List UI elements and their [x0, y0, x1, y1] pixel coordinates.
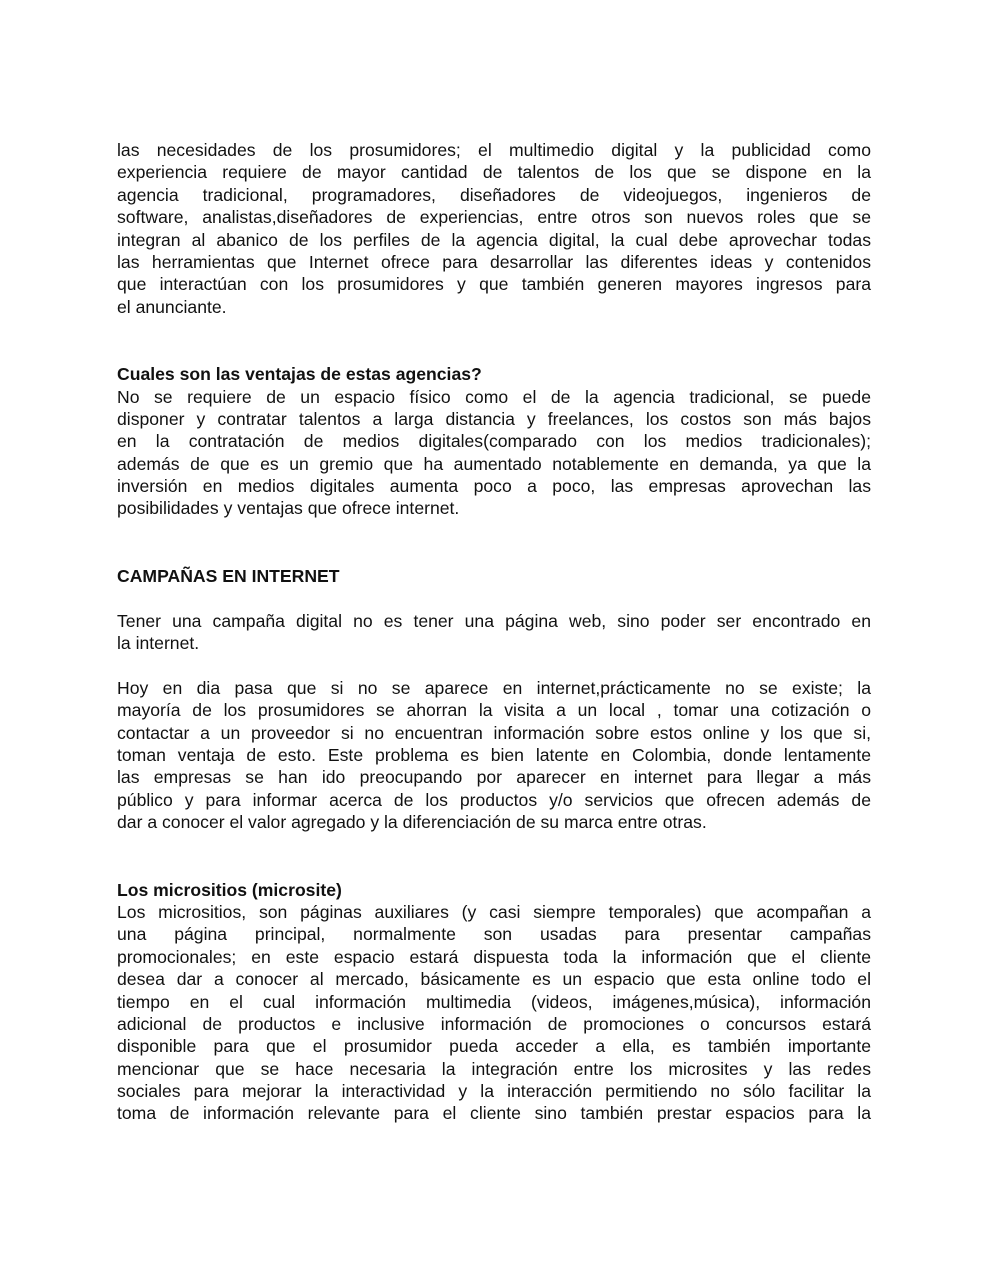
text-line: una página principal, normalmente son usadas para presentar campañas [117, 924, 871, 945]
text-line: que interactúan con los prosumidores y que también generen mayores ingresos para [117, 274, 871, 295]
spacer [117, 587, 871, 609]
text-line: mayoría de los prosumidores se ahorran la visita a un local , tomar una cotización o [117, 700, 871, 721]
text-line: disponer y contratar talentos a larga distancia y freelances, los costos son más bajos [117, 408, 871, 429]
text-line: mencionar que se hace necesaria la integración entre los microsites y las redes [117, 1058, 871, 1079]
text-line: promocionales; en este espacio estará dispuesta toda la información que el cliente [117, 946, 871, 967]
section-heading-microsites: Los micrositios (microsite) [117, 879, 342, 900]
paragraph-internet-presence [117, 677, 871, 834]
text-line: integran al abanico de los perfiles de la agencia digital, la cual debe aprovechar todas [117, 229, 871, 250]
text-line: tiempo en el cual información multimedia (videos, imágenes,música), información [117, 991, 871, 1012]
text-line: disponible para que el prosumidor pueda acceder a ella, es también importante [117, 1036, 871, 1057]
text-line: Hoy en dia pasa que si no se aparece en internet,prácticamente no se existe; la [117, 677, 871, 698]
text-line: posibilidades y ventajas que ofrece internet. [117, 498, 460, 519]
text-line: inversión en medios digitales aumenta poco a poco, las empresas aprovechan las [117, 476, 871, 497]
paragraph-agency-roles [117, 139, 871, 318]
text-line: software, analistas,diseñadores de experiencias, entre otros son nuevos roles que se [117, 207, 871, 228]
text-line: las necesidades de los prosumidores; el multimedio digital y la publicidad como [117, 140, 871, 160]
text-line: la internet. [117, 633, 200, 654]
section-microsites [117, 879, 871, 1125]
text-line: toman ventaja de esto. Este problema es bien latente en Colombia, donde lentamente [117, 744, 871, 765]
text-line: las herramientas que Internet ofrece para desarrollar las diferentes ideas y contenidos [117, 251, 871, 272]
text-line: adicional de productos e inclusive información de promociones o concursos estará [117, 1013, 871, 1034]
text-line: además de que es un gremio que ha aumentado notablemente en demanda, ya que la [117, 453, 871, 474]
text-line: el anunciante. [117, 296, 227, 317]
paragraph-digital-campaign [117, 610, 871, 655]
text-line: Los micrositios, son páginas auxiliares (y casi siempre temporales) que acompañan a [117, 901, 871, 922]
document-page [117, 139, 871, 1125]
text-line: agencia tradicional, programadores, diseñadores de videojuegos, ingenieros de [117, 184, 871, 205]
section-heading-campaigns: CAMPAÑAS EN INTERNET [117, 565, 340, 586]
spacer [117, 318, 871, 363]
text-line: público y para informar acerca de los productos y/o servicios que ofrecen además de [117, 789, 871, 810]
section-advantages [117, 363, 871, 520]
text-line: desea dar a conocer al mercado, básicamente es un espacio que esta online todo el [117, 969, 871, 990]
text-line: experiencia requiere de mayor cantidad de talentos de los que se dispone en la [117, 162, 871, 183]
spacer [117, 654, 871, 676]
text-line: Tener una campaña digital no es tener una página web, sino poder ser encontrado en [117, 610, 871, 631]
text-line: contactar a un proveedor si no encuentran información sobre estos online y los que si, [117, 722, 871, 743]
spacer [117, 834, 871, 879]
text-line: dar a conocer el valor agregado y la diferenciación de su marca entre otras. [117, 812, 707, 833]
text-line: las empresas se han ido preocupando por aparecer en internet para llegar a más [117, 767, 871, 788]
section-heading-advantages: Cuales son las ventajas de estas agencias? [117, 364, 482, 385]
text-line: No se requiere de un espacio físico como el de la agencia tradicional, se puede [117, 386, 871, 407]
spacer [117, 520, 871, 565]
text-line: en la contratación de medios digitales(comparado con los medios tradicionales); [117, 431, 871, 452]
text-line: toma de información relevante para el cliente sino también prestar espacios para la [117, 1103, 871, 1124]
text-line: sociales para mejorar la interactividad y la interacción permitiendo no sólo facilitar la [117, 1081, 871, 1102]
